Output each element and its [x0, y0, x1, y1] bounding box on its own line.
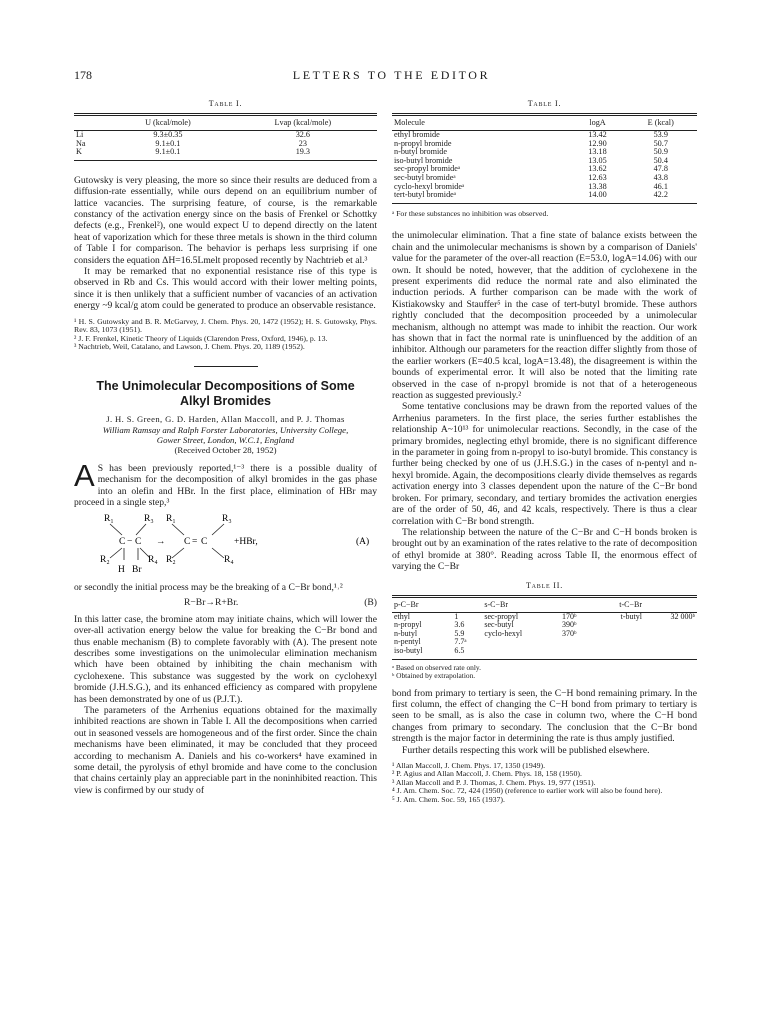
carbon-label: C — [119, 537, 126, 548]
carbon-label: C — [201, 537, 208, 548]
bond-line — [136, 524, 146, 535]
column-header: E (kcal) — [624, 115, 697, 131]
paragraph: In this latter case, the bromine atom may initiate chains, which will lower the over-all activation energy below the value for breaking the C−Br bond and thus enable mechanism (B) to complete favorably with (A). The present note describes some investigations on the unimolecular elimination mechanism which have been obtained by inhibiting the chain mechanism with cyclohexene. This substance was suggested by the work on cyclohexyl bromide (J.H.S.G.), and its enhanced efficiency as compared with propylene has been demonstrated by one of us (P.J.T.). — [74, 613, 377, 705]
table-row — [74, 148, 377, 160]
vacancy-table — [74, 113, 377, 160]
paragraph: Some tentative conclusions may be drawn from the reported values of the Arrhenius parameters. In the first place, the series further establishes the relationship A~10¹³ for unimolecular reactions. Secondly, in the case of the primary bromides, neglecting ethyl bromide, there is no significant difference in the parameter in going from n-propyl to iso-butyl bromide. This constancy is further being checked by one of us (J.H.S.G.) in the cases of n-pentyl and n-hexyl bromide. Again, the decompositions clearly divide themselves as regards activation energy into 3 classes dependent upon the nature of the C−Br bond broken. For primary, secondary, and tertiary bromides the activation energies are of the order of 50, 46, and 42 kcals, respectively. There is thus a clear correlation with C−Br bond strength. — [392, 401, 697, 527]
table-row — [392, 647, 697, 659]
page-number: 178 — [74, 68, 92, 82]
table-cell: 390ᵇ — [562, 620, 577, 630]
table-cell: 42.2 — [624, 191, 697, 203]
table-1-right — [392, 98, 697, 218]
table-cell: 3.6 — [454, 620, 465, 630]
table-cell: cyclo-hexyl bromideᵃ — [394, 181, 465, 191]
equation-b — [74, 597, 377, 608]
left-column — [74, 98, 377, 796]
table-cell: n-butyl bromide — [394, 147, 447, 157]
table-cell: 13.38 — [588, 181, 607, 191]
equation-b-label: (B) — [364, 597, 377, 609]
paragraph: Gutowsky is very pleasing, the more so since their results are deduced from a diffusion-rate essentially, while ours depend on an equilibrium number of lattice vacancies. The surprising feature, of course, is the remarkable constancy of the activation energy since on the basis of Frenkel or Schottky defects (e.g., Frenkel²), one would expect U to depend directly on the latent heat of vaporization which for these three metals is shown in the third column of Table I for comparison. The behavior is perhaps less surprising if one considers the equation ΔH=16.5Lmelt proposed recently by Nachtrieb et al.³ — [74, 174, 377, 266]
table-cell: 13.42 — [588, 130, 607, 139]
column-header: logA — [571, 115, 625, 131]
table-cell: 13.62 — [588, 164, 607, 174]
table-cell: K — [74, 148, 107, 160]
bond-line — [212, 524, 224, 535]
table-cell: 13.18 — [588, 147, 607, 157]
table-cell: 170ᵇ — [562, 611, 577, 621]
equation-label: (A) — [356, 537, 370, 548]
table-row — [392, 630, 697, 639]
table-cell: tert-butyl bromideᵃ — [392, 191, 571, 203]
bond-line — [212, 548, 224, 558]
hydrogen-label: H — [118, 565, 125, 575]
reference: ² J. F. Frenkel, Kinetic Theory of Liquids (Clarendon Press, Oxford, 1946), p. 13. — [74, 333, 328, 343]
column-header: s-C−Br — [482, 596, 560, 612]
table-cell: 50.4 — [653, 155, 668, 165]
table-row — [392, 612, 697, 621]
table-1-left — [74, 98, 377, 161]
r1-label: R₁ — [166, 514, 176, 525]
intro-paragraph — [74, 457, 377, 509]
right-references — [392, 762, 697, 804]
carbon-label: C — [135, 537, 142, 548]
column-header: t-C−Br — [594, 596, 644, 612]
table-cell: 9.1±0.1 — [107, 148, 229, 160]
column-header: p-C−Br — [392, 596, 452, 612]
table-cell: ethyl bromide — [394, 130, 440, 139]
paragraph: It may be remarked that no exponential resistance rise of this type is observed in Rb and Cs. This would accord with their lower melting points, since it is then unlikely that a sufficient number of vacancies of an activation energy ~9 kcal/g atom could be generated to produce an observable resistance. — [74, 266, 377, 312]
table-cell — [482, 647, 560, 659]
reaction-scheme-a — [74, 512, 377, 577]
affiliation-line: William Ramsay and Ralph Forster Laboratories, University College, — [102, 425, 349, 436]
intro-text: S has been previously reported,¹⁻³ there is a possible duality of mechanism for the decomposition of alkyl bromides in the gas phase into an olefin and HBr. In the first place, elimination of HBr may proceed in a single step,³ — [74, 462, 377, 509]
reference: ⁵ J. Am. Chem. Soc. 59, 165 (1937). — [392, 794, 505, 804]
left-references — [74, 318, 377, 352]
table-row — [392, 638, 697, 647]
table-cell: 1 — [454, 611, 459, 621]
equation-b-text: R−Br→R+Br. — [184, 597, 239, 609]
r1-label: R₁ — [104, 514, 114, 525]
r3-label: R₃ — [222, 514, 232, 525]
article-title — [74, 379, 377, 409]
running-head: LETTERS TO THE EDITOR — [292, 68, 491, 82]
reference: ³ Allan Maccoll and P. J. Thomas, J. Chem. Phys. 19, 977 (1951). — [392, 777, 596, 787]
hbr-product: +HBr, — [234, 537, 258, 548]
reference: ² P. Agius and Allan Maccoll, J. Chem. Phys. 18, 158 (1950). — [392, 769, 582, 779]
table-cell: 12.63 — [588, 172, 607, 182]
table-cell: 9.3±0.35 — [153, 130, 183, 139]
paragraph: bond from primary to tertiary is seen, the C−H bond remaining primary. In the first column, the effect of changing the C−H bond from primary to tertiary is seen to be small, as is also the case in column two, where the C−H bond changes from primary to secondary. The conclusion that the C−Br bond strength is the major factor in determining the rate is thus amply justified. — [392, 687, 697, 745]
table-footnotes — [392, 664, 697, 680]
bond-line — [110, 524, 122, 535]
table-cell — [594, 647, 644, 659]
table-cell: n-propyl bromide — [394, 138, 452, 148]
table-cell: iso-butyl — [392, 647, 452, 659]
table-cell — [644, 638, 697, 647]
table-cell: 46.1 — [653, 181, 668, 191]
table-cell: sec-propyl — [484, 611, 519, 621]
column-header — [74, 115, 107, 131]
bond-line — [110, 548, 122, 558]
table-cell — [644, 630, 697, 639]
table-row — [392, 621, 697, 630]
table-footnote: ᵃ For these substances no inhibition was observed. — [392, 208, 549, 218]
title-line: Alkyl Bromides — [179, 394, 271, 409]
table-row — [74, 140, 377, 149]
table-cell: Na — [76, 138, 86, 148]
scheme-a-diagram — [74, 512, 377, 574]
table-cell: 43.8 — [653, 172, 668, 182]
reference: ³ Nachtrieb, Weil, Catalano, and Lawson, J. Chem. Phys. 20, 1189 (1952). — [74, 342, 305, 352]
table-cell: 19.3 — [229, 148, 377, 160]
table-cell — [644, 647, 697, 659]
table-cell: 47.8 — [653, 164, 668, 174]
bond-line — [172, 524, 184, 535]
column-header: U (kcal/mole) — [107, 115, 229, 131]
table-cell: 13.05 — [588, 155, 607, 165]
reference: ¹ H. S. Gutowsky and B. R. McGarvey, J. Chem. Phys. 20, 1472 (1952); H. S. Gutowsky, Phys. Rev. 83, 1073 (1951). — [74, 316, 377, 335]
column-header — [644, 596, 697, 612]
r4-label: R₄ — [224, 555, 234, 566]
column-header — [452, 596, 482, 612]
table-title: Table I. — [208, 99, 243, 108]
table-cell: n-propyl — [394, 620, 422, 630]
drop-cap: A — [74, 457, 95, 493]
table-2 — [392, 580, 697, 680]
table-cell: 50.7 — [653, 138, 668, 148]
paragraph: or secondly the initial process may be the breaking of a C−Br bond,¹˒² — [74, 581, 343, 593]
affiliation — [74, 425, 377, 445]
column-header — [560, 596, 594, 612]
right-column — [392, 98, 697, 804]
table-cell: sec-butyl bromideᵃ — [394, 172, 456, 182]
table-cell: 53.9 — [653, 130, 668, 139]
arrow: → — [156, 537, 166, 548]
table-footnote: ᵇ Obtained by extrapolation. — [392, 670, 476, 680]
table-cell — [644, 621, 697, 630]
authors: J. H. S. Green, G. D. Harden, Allan Maccoll, and P. J. Thomas — [106, 414, 345, 425]
table-cell — [560, 638, 594, 647]
table-cell: 5.9 — [454, 628, 465, 638]
table-cell: 7.7ᵃ — [454, 637, 467, 647]
r2-label: R₂ — [100, 555, 110, 566]
r3-label: R₃ — [144, 514, 154, 525]
table-cell: t-butyl — [620, 611, 643, 621]
double-bond: = — [192, 537, 198, 548]
paragraph: The parameters of the Arrhenius equations obtained for the maximally inhibited reactions are shown in Table I. All the decompositions when carried out in seasoned vessels are homogeneous and of the first order. Since the chain mechanisms have been eliminated, it may be concluded that they proceed according to mechanism A. Daniels and his co-workers⁴ have examined in some detail, the pyrolysis of ethyl bromide and have come to the conclusion that chains certainly play an appreciable part in the noninhibited reaction. This view is confirmed by our study of — [74, 704, 377, 796]
table-cell: cyclo-hexyl — [484, 628, 523, 638]
table-cell: ethyl — [394, 611, 410, 621]
table-cell: sec-propyl bromideᵃ — [394, 164, 461, 174]
table-title: Table II. — [525, 580, 564, 590]
table-cell: 370ᵇ — [562, 628, 577, 638]
paragraph: the unimolecular elimination. That a fine state of balance exists between the chain and the unimolecular mechanisms is shown by a comparison of Daniels' value for the parameter of the over-all reaction (E=53.0, logA=14.06) with our own. It should be noted, however, that the addition of cyclohexene in the present experiments did reduce the normal rate and also eliminated the induction periods. A further comparison can be made with the work of Kistiakowsky and Stauffer⁵ in the case of tert-butyl bromide. These authors rightly concluded that the decomposition proceeded by a unimolecular mechanism, although no attempt was made to inhibit the reaction. Our work has shown that in fact the normal rate is uninfluenced by the addition of an inhibitor. Although our parameters for the reaction differ slightly from those of the earlier workers (E=40.5 kcal, logA=13.48), the disagreement is within the bounds of experimental error. It will also be noted that the limiting rate observed in the case of n-propyl bromide is not that of a heterogeneous reaction as suggested previously.² — [392, 230, 697, 402]
column-header: Molecule — [392, 115, 571, 131]
paragraph: Further details respecting this work will be published elsewhere. — [402, 744, 650, 756]
table-row — [392, 191, 697, 203]
column-header: Lvap (kcal/mole) — [229, 115, 377, 131]
table-cell: 9.1±0.1 — [155, 138, 181, 148]
table-cell: sec-butyl — [484, 620, 514, 630]
table-cell: 12.90 — [588, 138, 607, 148]
table-cell: Li — [76, 130, 84, 139]
table-cell: 23 — [298, 138, 307, 148]
paragraph: The relationship between the nature of the C−Br and C−H bonds broken is brought out by an examination of the rates relative to the rate of decomposition of ethyl bromide at 380°. Reading across Table II, the enormous effect of varying the C−Br — [392, 526, 697, 573]
reference: ⁴ J. Am. Chem. Soc. 72, 424 (1950) (reference to earlier work will also be found here). — [392, 786, 663, 796]
table-cell: 6.5 — [452, 647, 482, 659]
title-line: The Unimolecular Decompositions of Some — [96, 379, 355, 394]
carbon-label: C — [184, 537, 191, 548]
table-cell: n-pentyl — [394, 637, 421, 647]
table-cell: n-butyl — [394, 628, 418, 638]
table-cell: 50.9 — [653, 147, 668, 157]
table-cell — [594, 638, 644, 647]
r2-label: R₂ — [166, 555, 176, 566]
received-date: (Received October 28, 1952) — [174, 445, 277, 456]
table-cell — [594, 621, 644, 630]
table-cell — [594, 630, 644, 639]
table-row — [74, 131, 377, 140]
table-cell — [482, 638, 560, 647]
page-header — [74, 68, 709, 86]
bromine-label: Br — [132, 565, 142, 575]
table-title: Table I. — [527, 99, 562, 108]
relative-rate-table — [392, 595, 697, 660]
r4-label: R₄ — [148, 555, 158, 566]
table-cell: iso-butyl bromide — [394, 155, 453, 165]
arrhenius-table — [392, 113, 697, 203]
section-divider — [194, 366, 258, 367]
table-cell: 32 000ᵇ — [670, 611, 695, 621]
table-footnote: ᵃ Based on observed rate only. — [392, 662, 481, 672]
reference: ¹ Allan Maccoll, J. Chem. Phys. 17, 1350 (1949). — [392, 760, 546, 770]
table-cell: 32.6 — [295, 130, 311, 139]
table-cell: 14.00 — [571, 191, 625, 203]
single-bond: − — [127, 537, 133, 548]
affiliation-line: Gower Street, London, W.C.1, England — [156, 435, 295, 446]
table-cell — [560, 647, 594, 659]
